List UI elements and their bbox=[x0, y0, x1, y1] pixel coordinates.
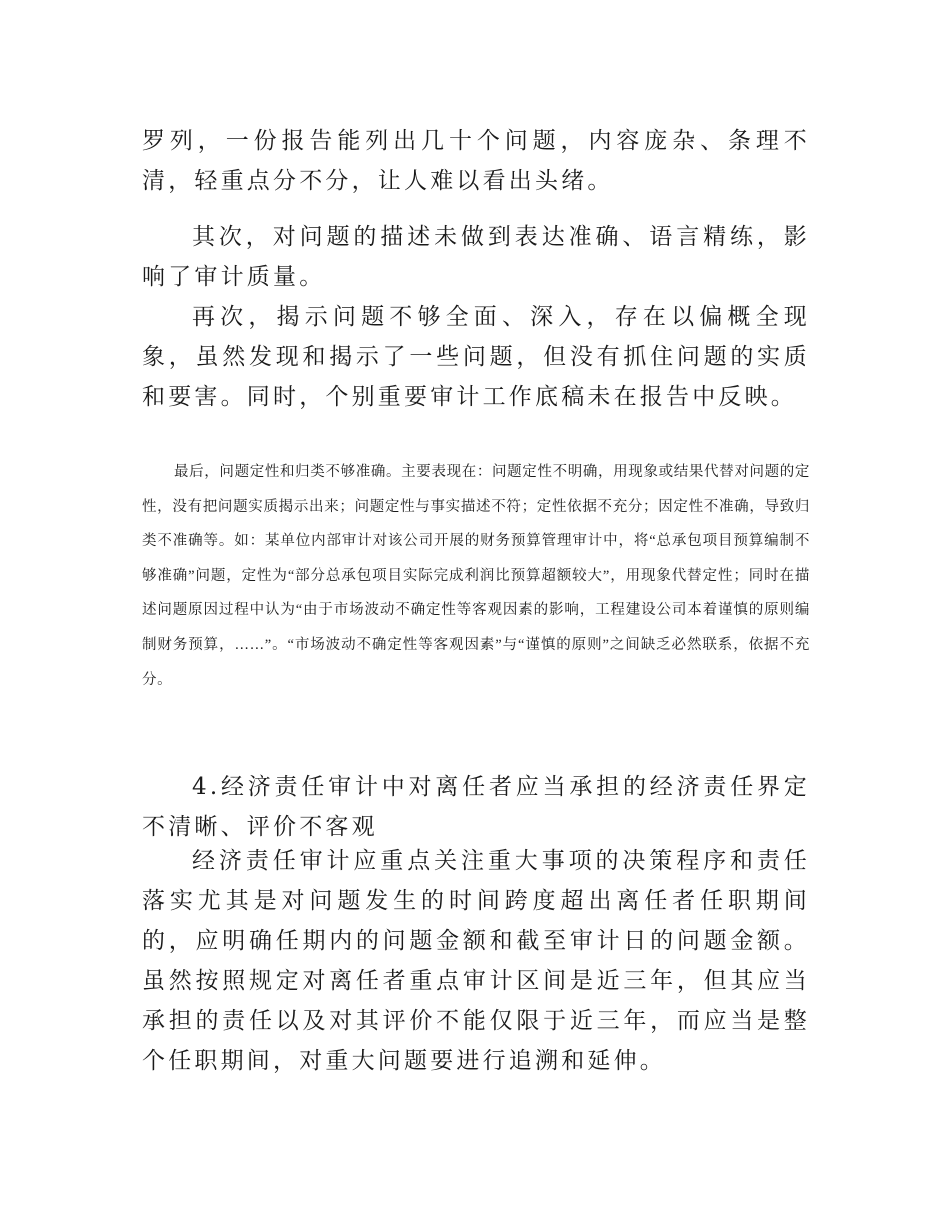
paragraph-second-point: 其次，对问题的描述未做到表达准确、语言精练，影响了审计质量。 bbox=[142, 224, 810, 290]
paragraph-final-point: 最后，问题定性和归类不够准确。主要表现在：问题定性不明确，用现象或结果代替对问题的定性，没有把问题实质揭示出来；问题定性与事实描述不符；定性依据不充分；因定性不准确，导致归类不准确等。如：某单位内部审计对该公司开展的财务预算管理审计中，将“总承包项目预算编制不够准确”问题，定性为“部分总承包项目实际完成利润比预算超额较大”，用现象代替定性；同时在描述问题原因过程中认为“由于市场波动不确定性等客观因素的影响，工程建设公司本着谨慎的原则编制财务预算，……”。“市场波动不确定性等客观因素”与“谨慎的原则”之间缺乏必然联系，依据不充分。 bbox=[142, 464, 810, 688]
paragraph-economic-responsibility: 经济责任审计应重点关注重大事项的决策程序和责任落实尤其是对问题发生的时间跨度超出离任者任职期间的，应明确任期内的问题金额和截至审计日的问题金额。虽然按照规定对离任者重点审计区间是近三年，但其应当承担的责任以及对其评价不能仅限于近三年，而应当是整个任职期间，对重大问题要进行追溯和延伸。 bbox=[142, 848, 810, 1074]
paragraph-continuation: 罗列，一份报告能列出几十个问题，内容庞杂、条理不清，轻重点分不分，让人难以看出头绪。 bbox=[142, 128, 810, 194]
section-heading-4: 4.经济责任审计中对离任者应当承担的经济责任界定不清晰、评价不客观 bbox=[142, 774, 810, 840]
paragraph-third-point: 再次，揭示问题不够全面、深入，存在以偏概全现象，虽然发现和揭示了一些问题，但没有抓住问题的实质和要害。同时，个别重要审计工作底稿未在报告中反映。 bbox=[142, 304, 810, 410]
